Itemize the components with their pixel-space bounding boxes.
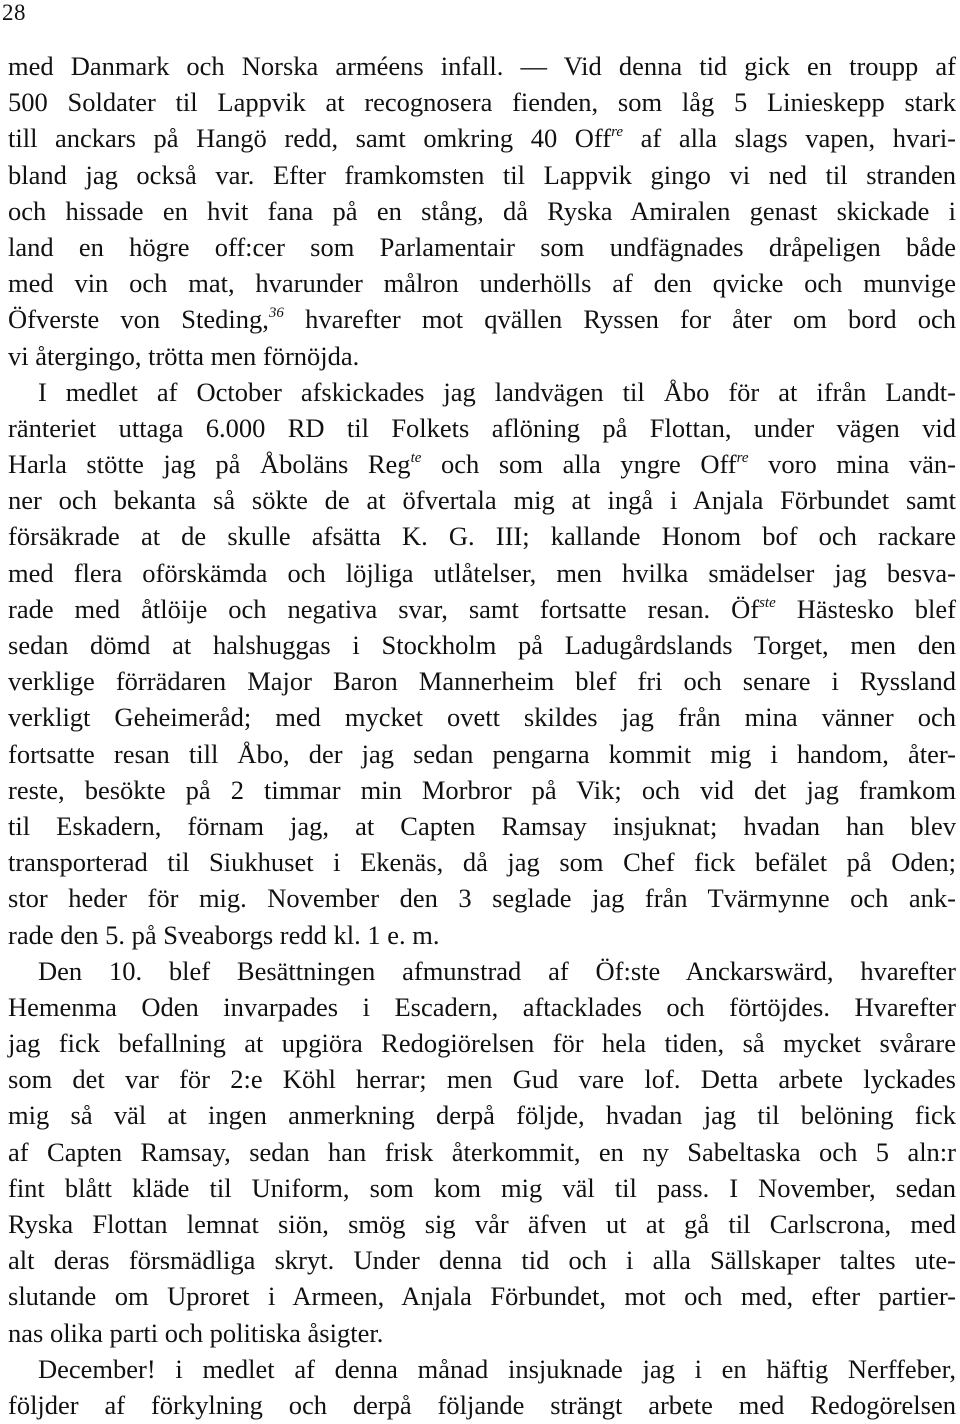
text-segment: och som alla yngre Off (421, 449, 737, 480)
text-segment: hvarefter mot qvällen Ryssen for åter om bord och (283, 304, 956, 335)
text-segment: följder af förkylning och derpå följande strängt arbete med Redogörelsen (8, 1389, 956, 1420)
text-line (8, 989, 956, 1025)
text-line (8, 1097, 956, 1133)
text-segment: mig så väl at ingen anmerkning derpå följde, hvadan jag til belöning fick (8, 1100, 956, 1131)
text-segment: Den 10. blef Besättningen afmunstrad af Öf:ste Anckarswärd, hvarefter (38, 955, 956, 986)
text-segment: till anckars på Hangö redd, samt omkring 40 Off (8, 123, 612, 154)
text-segment: reste, besökte på 2 timmar min Morbror på Vik; och vid det jag framkom (8, 774, 956, 805)
text-segment: transporterad til Siukhuset i Ekenäs, då jag som Chef fick befälet på Oden; (8, 847, 956, 878)
text-line (8, 808, 956, 844)
text-line (8, 446, 956, 482)
text-line (8, 917, 956, 953)
superscript: re (736, 450, 749, 467)
text-segment: verklige förrädaren Major Baron Mannerheim blef fri och senare i Ryssland (8, 666, 956, 697)
text-line (8, 1061, 956, 1097)
text-segment: vi återgingo, trötta men förnöjda. (8, 340, 360, 371)
superscript: te (410, 450, 422, 467)
text-line (8, 627, 956, 663)
text-segment: rade den 5. på Sveaborgs redd kl. 1 e. m. (8, 919, 440, 950)
text-line (8, 1170, 956, 1206)
text-segment: December! i medlet af denna månad insjuknade jag i en häftig Nerffeber, (38, 1353, 956, 1384)
superscript: ste (759, 594, 776, 611)
text-line (8, 844, 956, 880)
text-segment: stor heder för mig. November den 3 seglade jag från Tvärmynne och ank- (8, 883, 956, 914)
text-line (8, 1387, 956, 1423)
text-segment: och hissade en hvit fana på en stång, då Ryska Amiralen genast skickade i (8, 195, 956, 226)
body-text (8, 48, 956, 1423)
text-line (8, 1206, 956, 1242)
text-line (8, 157, 956, 193)
text-line (8, 84, 956, 120)
text-line (8, 374, 956, 410)
text-line (8, 953, 956, 989)
superscript: 36 (268, 305, 284, 322)
text-line (8, 482, 956, 518)
text-line (8, 736, 956, 772)
text-line (8, 518, 956, 554)
text-line (8, 591, 956, 627)
text-line (8, 1315, 956, 1351)
text-segment: I medlet af October afskickades jag landvägen til Åbo för at ifrån Landt- (38, 376, 956, 407)
text-segment: land en högre off:cer som Parlamentair som undfägnades dråpeligen både (8, 231, 956, 262)
text-segment: med Danmark och Norska arméens infall. — Vid denna tid gick en troupp af (8, 51, 956, 81)
text-line (8, 193, 956, 229)
text-segment: slutande om Uproret i Armeen, Anjala Förbundet, mot och med, efter partier- (8, 1281, 956, 1312)
text-line (8, 1242, 956, 1278)
text-line (8, 1278, 956, 1314)
text-segment: til Eskadern, förnam jag, at Capten Ramsay insjuknat; hvadan han blev (8, 810, 956, 841)
text-line (8, 120, 956, 156)
text-segment: jag fick befallning at upgiöra Redogiörelsen för hela tiden, så mycket svårare (8, 1028, 956, 1059)
page-number: 28 (2, 0, 26, 25)
text-segment: alt deras försmädliga skryt. Under denna tid och i alla Sällskaper taltes ute- (8, 1245, 956, 1276)
text-segment: rade med åtlöije och negativa svar, samt fortsatte resan. Öf (8, 593, 760, 624)
text-line (8, 1134, 956, 1170)
text-segment: 500 Soldater til Lappvik at recognosera fienden, som låg 5 Linieskepp stark (8, 87, 956, 118)
text-segment: Ryska Flottan lemnat siön, smög sig vår äfven ut at gå til Carlscrona, med (8, 1209, 956, 1239)
text-segment: verkligt Geheimeråd; med mycket ovett skildes jag från mina vänner och (8, 702, 956, 733)
text-line (8, 772, 956, 808)
text-segment: Harla stötte jag på Åboläns Reg (8, 449, 411, 480)
text-segment: ränteriet uttaga 6.000 RD til Folkets aflöning på Flottan, under vägen vid (8, 412, 956, 443)
text-segment: Hemenma Oden invarpades i Escadern, aftacklades och förtöjdes. Hvarefter (8, 991, 956, 1022)
text-line (8, 699, 956, 735)
text-segment: voro mina vän- (748, 449, 956, 480)
text-segment: med flera oförskämda och löjliga utlåtelser, men hvilka smädelser jag besva- (8, 557, 956, 588)
text-segment: af Capten Ramsay, sedan han frisk återkommit, en ny Sabeltaska och 5 aln:r (8, 1136, 956, 1167)
text-segment: som det var för 2:e Köhl herrar; men Gud vare lof. Detta arbete lyckades (8, 1064, 956, 1095)
text-segment: Hästesko blef (775, 593, 956, 624)
text-line (8, 1351, 956, 1387)
text-segment: Öfverste von Steding, (8, 304, 269, 335)
text-line (8, 880, 956, 916)
superscript: re (611, 124, 624, 141)
text-line (8, 301, 956, 337)
text-segment: ner och bekanta så sökte de at öfvertala mig at ingå i Anjala Förbundet samt (8, 485, 956, 516)
text-segment: bland jag också var. Efter framkomsten til Lappvik gingo vi ned til stranden (8, 159, 956, 190)
text-segment: fortsatte resan till Åbo, der jag sedan pengarna kommit mig i handom, åter- (8, 738, 956, 769)
text-segment: med vin och mat, hvarunder målron underhölls af den qvicke och munvige (8, 268, 956, 299)
text-segment: nas olika parti och politiska åsigter. (8, 1317, 384, 1348)
text-line (8, 410, 956, 446)
text-segment: af alla slags vapen, hvari- (623, 123, 957, 154)
text-segment: försäkrade at de skulle afsätta K. G. III; kallande Honom bof och rackare (8, 521, 956, 552)
text-line (8, 663, 956, 699)
text-line (8, 1025, 956, 1061)
text-line (8, 229, 956, 265)
text-segment: sedan dömd at halshuggas i Stockholm på Ladugårdslands Torget, men den (8, 630, 956, 660)
text-line (8, 338, 956, 374)
text-line (8, 555, 956, 591)
text-segment: fint blått kläde til Uniform, som kom mig väl til pass. I November, sedan (8, 1172, 956, 1203)
text-line (8, 48, 956, 84)
text-line (8, 265, 956, 301)
